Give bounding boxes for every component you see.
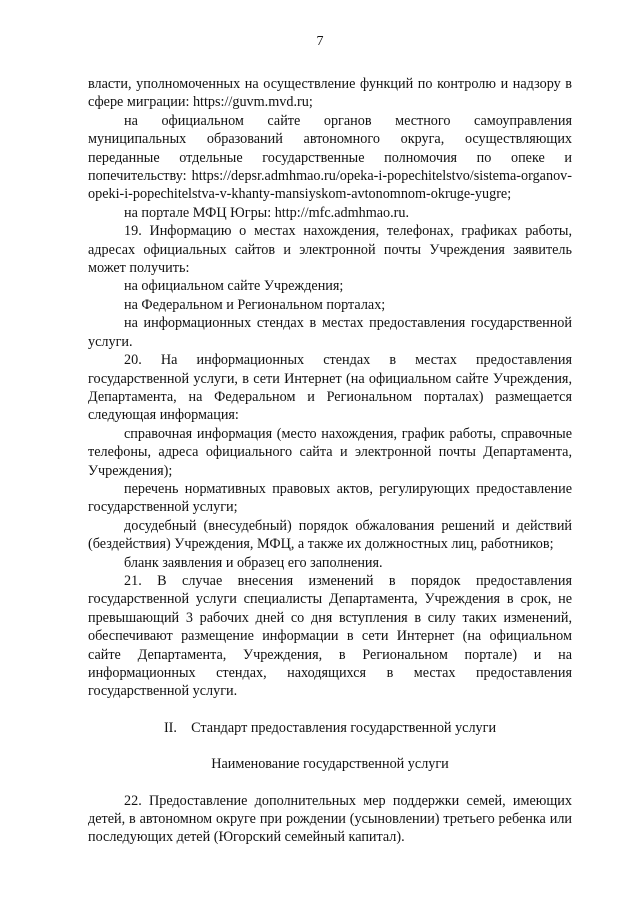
paragraph: власти, уполномоченных на осуществление функций по контролю и надзору в сфере миграции: https://guvm.mvd.ru;	[88, 76, 572, 111]
paragraph: бланк заявления и образец его заполнения.	[124, 554, 383, 571]
page-number: 7	[316, 34, 324, 49]
paragraph: досудебный (внесудебный) порядок обжалования решений и действий (бездействия) Учреждения, МФЦ, а также их должностных лиц, работников;	[88, 517, 572, 553]
paragraph: на информационных стендах в местах предоставления государственной услуги.	[88, 315, 572, 350]
paragraph: на портале МФЦ Югры: http://mfc.admhmao.ru.	[124, 204, 410, 221]
paragraph: перечень нормативных правовых актов, регулирующих предоставление государственной услуги;	[88, 480, 572, 516]
paragraph-22: 22. Предоставление дополнительных мер поддержки семей, имеющих детей, в автономном округе при рождении (усыновлении) третьего ребенка или последующих детей (Югорский семейный капитал).	[88, 792, 572, 846]
document-body	[88, 75, 572, 847]
paragraph: на Федеральном и Региональном порталах;	[124, 296, 386, 313]
spacer	[88, 774, 572, 792]
paragraph: на официальном сайте Учреждения;	[124, 278, 344, 295]
paragraph: справочная информация (место нахождения, график работы, справочные телефоны, адреса официального сайта и электронной почты Департамента, Учреждения);	[88, 425, 572, 479]
paragraph-21: 21. В случае внесения изменений в порядок предоставления государственной услуги специалисты Департамента, Учреждения в срок, не превышающий 3 рабочих дней со дня вступления в силу таких изменений, обеспечивают размещение информации в сети Интернет (на официальном сайте Департамента, Учреждения, в Региональном портале) и на информационных стендах, находящихся в местах предоставления государственной услуги.	[88, 572, 572, 700]
subsection-title: Наименование государственной услуги	[211, 756, 449, 773]
paragraph: на официальном сайте органов местного самоуправления муниципальных образований автономного округа, осуществляющих переданные отдельные государственные полномочия по опеке и попечительству: https://depsr.admhmao.ru/opeka-i-popechitelstvo/sistema-organov-opeki-i-popechitelstva-v-khanty-mansiyskom-avtonomnom-okruge-yugre;	[88, 112, 572, 203]
paragraph-20: 20. На информационных стендах в местах предоставления государственной услуги, в сети Интернет (на официальном сайте Учреждения, Департамента, на Федеральном и Региональном порталах) размещается следующая информация:	[88, 352, 572, 424]
paragraph-19: 19. Информацию о местах нахождения, телефонах, графиках работы, адресах официальных сайтов и электронной почты Учреждения заявитель может получить:	[88, 223, 572, 277]
section-title: II. Стандарт предоставления государственной услуги	[163, 719, 497, 736]
